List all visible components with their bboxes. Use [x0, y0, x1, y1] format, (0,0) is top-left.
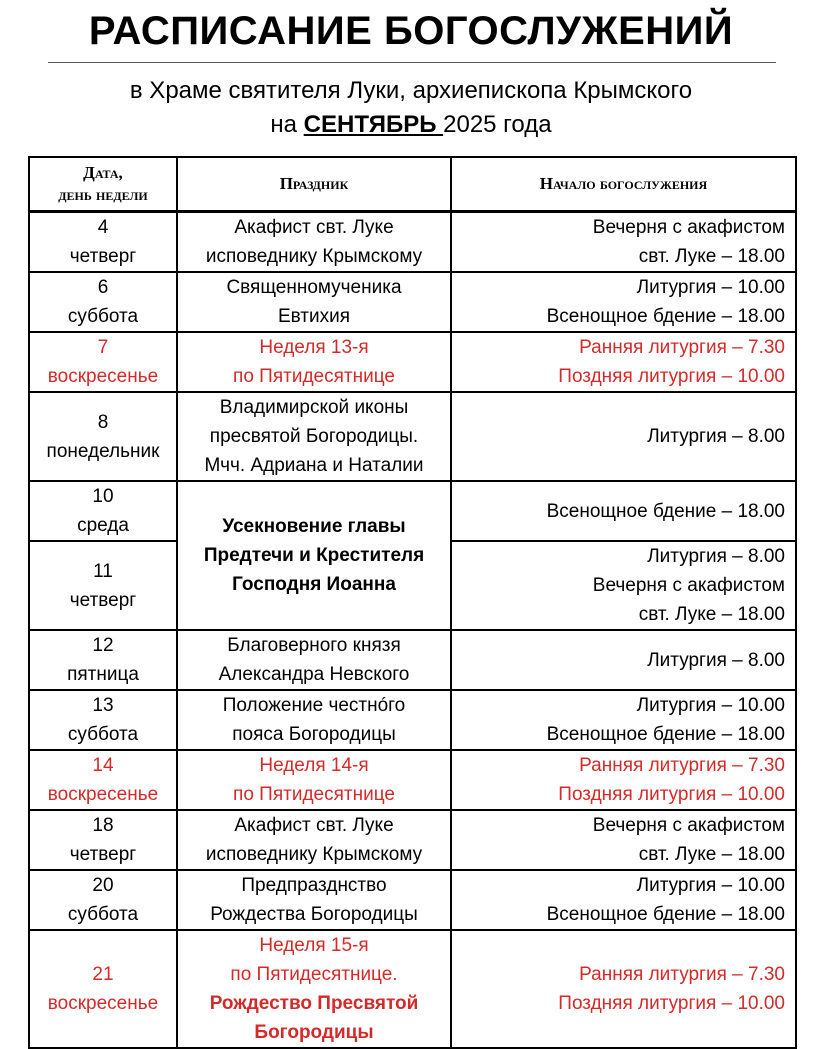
feast-line: Мчч. Адриана и Наталии — [204, 455, 424, 476]
service-line: Всенощное бдение – 18.00 — [546, 724, 785, 745]
service-line: Поздняя литургия – 10.00 — [558, 784, 785, 805]
feast-line: пояса Богородицы — [232, 724, 396, 745]
table-row — [29, 690, 796, 750]
date-cell — [29, 750, 177, 810]
weekday: среда — [77, 515, 129, 536]
service-cell — [451, 750, 796, 810]
service-line: Ранняя литургия – 7.30 — [579, 964, 785, 985]
year-text: 2025 года — [443, 111, 552, 138]
feast-line: Неделя 13-я — [259, 337, 369, 358]
weekday: воскресенье — [47, 993, 159, 1014]
table-row — [29, 481, 796, 541]
feast-line: Положение честнóго — [222, 695, 406, 716]
service-line: Всенощное бдение – 18.00 — [546, 500, 785, 522]
feast-line: Акафист свт. Луке — [234, 815, 394, 836]
service-line: Литургия – 8.00 — [647, 649, 785, 671]
service-cell — [451, 212, 796, 273]
weekday: суббота — [67, 306, 139, 327]
service-line: Вечерня с акафистом — [592, 217, 785, 238]
table-row — [29, 212, 796, 273]
service-cell — [451, 870, 796, 930]
date-cell — [29, 690, 177, 750]
service-line: Литургия – 8.00 — [647, 546, 785, 567]
date-cell — [29, 870, 177, 930]
date-header — [29, 157, 177, 212]
service-cell — [451, 690, 796, 750]
feast-line: по Пятидесятнице — [233, 784, 395, 805]
feast-line: Рождества Богородицы — [210, 904, 418, 925]
service-line: Ранняя литургия – 7.30 — [579, 755, 785, 776]
service-line: Поздняя литургия – 10.00 — [558, 366, 785, 387]
service-header: Начало богослужения — [451, 157, 796, 212]
month-prefix: на — [270, 111, 304, 138]
date-cell — [29, 810, 177, 870]
feast-line: Неделя 15-я — [259, 935, 369, 956]
service-cell — [451, 332, 796, 392]
date-cell — [29, 272, 177, 332]
feast-line: Предтечи и Крестителя — [203, 545, 425, 566]
weekday: понедельник — [46, 440, 160, 462]
feast-cell — [177, 750, 451, 810]
feast-line: Неделя 14-я — [259, 755, 369, 776]
weekday: пятница — [67, 664, 139, 685]
feast-line: исповеднику Крымскому — [205, 246, 423, 267]
day-number: 13 — [92, 695, 114, 716]
feast-line: Священномученика — [226, 277, 402, 298]
feast-line: Рождество Пресвятой — [209, 993, 419, 1014]
date-header-line2: день недели — [58, 185, 148, 204]
date-cell — [29, 630, 177, 690]
table-row-sunday — [29, 750, 796, 810]
date-cell — [29, 332, 177, 392]
date-cell — [29, 541, 177, 630]
table-row — [29, 810, 796, 870]
merged-feast-cell — [177, 481, 451, 630]
feast-line: Евтихия — [277, 306, 351, 327]
feast-line: исповеднику Крымскому — [205, 844, 423, 865]
feast-line: Акафист свт. Луке — [234, 217, 394, 238]
weekday: суббота — [67, 724, 139, 745]
weekday: воскресенье — [47, 366, 159, 387]
feast-header: Праздник — [177, 157, 451, 212]
table-row — [29, 392, 796, 481]
feast-line: Александра Невского — [218, 664, 410, 685]
service-line: Литургия – 8.00 — [647, 426, 785, 447]
feast-cell — [177, 392, 451, 481]
day-number: 21 — [92, 964, 114, 985]
feast-line: по Пятидесятнице — [233, 366, 395, 387]
service-line: Литургия – 10.00 — [636, 875, 785, 896]
feast-cell — [177, 870, 451, 930]
day-number: 7 — [97, 337, 109, 358]
date-cell — [29, 930, 177, 1048]
feast-line: Богородицы — [254, 1022, 374, 1043]
feast-line: Господня Иоанна — [232, 574, 396, 595]
service-line: Вечерня с акафистом — [592, 815, 785, 836]
feast-line: Владимирской иконы — [219, 397, 409, 418]
weekday: четверг — [69, 844, 137, 865]
date-cell — [29, 392, 177, 481]
day-number: 14 — [92, 755, 114, 776]
service-line: Литургия – 10.00 — [636, 277, 785, 298]
day-number: 18 — [92, 815, 114, 836]
day-number: 4 — [97, 217, 109, 238]
feast-line: по Пятидесятнице. — [230, 964, 398, 985]
day-number: 6 — [97, 277, 109, 298]
weekday: воскресенье — [47, 784, 159, 805]
service-cell — [451, 272, 796, 332]
service-line: Ранняя литургия – 7.30 — [579, 337, 785, 358]
title-divider — [48, 62, 776, 63]
service-cell — [451, 930, 796, 1048]
page-title: РАСПИСАНИЕ БОГОСЛУЖЕНИЙ — [88, 9, 734, 53]
feast-cell — [177, 272, 451, 332]
day-number: 8 — [97, 411, 109, 433]
table-row — [29, 272, 796, 332]
service-line: свт. Луке – 18.00 — [638, 844, 785, 865]
feast-cell — [177, 332, 451, 392]
header-row — [29, 157, 796, 212]
service-line: Литургия – 10.00 — [636, 695, 785, 716]
service-cell — [451, 481, 796, 541]
feast-cell — [177, 212, 451, 273]
service-line: Всенощное бдение – 18.00 — [546, 306, 785, 327]
day-number: 12 — [92, 635, 114, 656]
feast-line: Предпразднство — [241, 875, 387, 896]
feast-line: Усекновение главы — [222, 516, 406, 537]
feast-cell — [177, 810, 451, 870]
church-subtitle: в Храме святителя Луки, архиепископа Крымского — [129, 77, 693, 104]
feast-line: Благоверного князя — [227, 635, 401, 656]
table-row-sunday — [29, 332, 796, 392]
feast-cell — [177, 930, 451, 1048]
date-cell — [29, 212, 177, 273]
service-line: свт. Луке – 18.00 — [638, 246, 785, 267]
feast-line: пресвятой Богородицы. — [209, 426, 419, 447]
day-number: 11 — [93, 560, 113, 582]
weekday: четверг — [69, 246, 137, 267]
table-row — [29, 870, 796, 930]
schedule-table — [28, 156, 797, 1049]
table-row — [29, 630, 796, 690]
service-line: Вечерня с акафистом — [592, 575, 785, 596]
service-line: свт. Луке – 18.00 — [638, 604, 785, 625]
weekday: суббота — [67, 904, 139, 925]
service-line: Всенощное бдение – 18.00 — [546, 904, 785, 925]
month-name: СЕНТЯБРЬ — [303, 111, 444, 138]
day-number: 20 — [92, 875, 114, 896]
weekday: четверг — [69, 589, 137, 611]
service-cell — [451, 541, 796, 630]
date-header-line1: Дата, — [83, 163, 123, 182]
service-cell — [451, 810, 796, 870]
feast-cell — [177, 630, 451, 690]
date-cell — [29, 481, 177, 541]
table-row-sunday — [29, 930, 796, 1048]
day-number: 10 — [92, 486, 114, 507]
month-subtitle — [0, 110, 822, 140]
service-line: Поздняя литургия – 10.00 — [558, 993, 785, 1014]
feast-cell — [177, 690, 451, 750]
service-cell — [451, 392, 796, 481]
service-cell — [451, 630, 796, 690]
